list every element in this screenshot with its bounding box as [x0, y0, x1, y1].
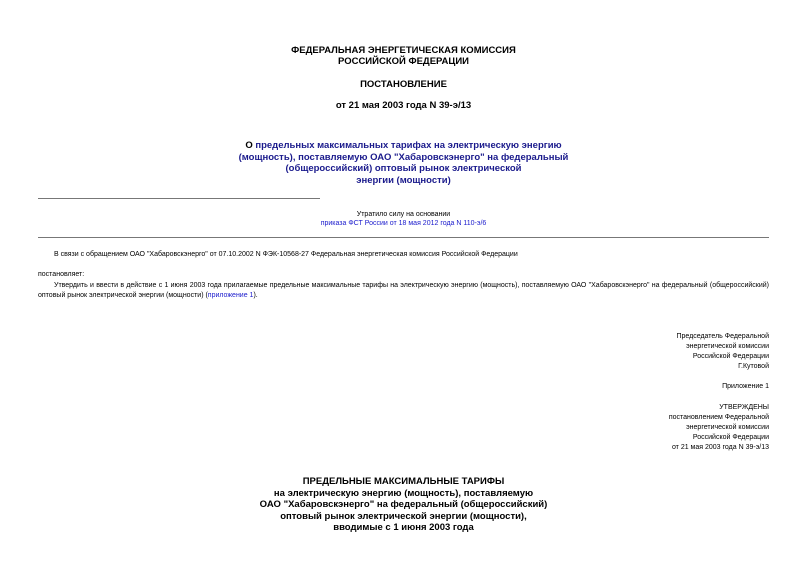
tariffs-title-line4: оптовый рынок электрической энергии (мощности),	[280, 510, 527, 522]
appendix-line4: от 21 мая 2003 года N 39-э/13	[671, 444, 769, 451]
header-line1: ФЕДЕРАЛЬНАЯ ЭНЕРГЕТИЧЕСКАЯ КОМИССИЯ	[291, 45, 516, 56]
main-tail: ).	[253, 292, 258, 299]
appendix-label: Приложение 1	[722, 383, 769, 390]
appendix-line2: энергетической комиссии	[686, 424, 769, 431]
doc-title-line1	[0, 140, 807, 152]
tariffs-title-line1: ПРЕДЕЛЬНЫЕ МАКСИМАЛЬНЫЕ ТАРИФЫ	[302, 476, 505, 487]
doc-title-line2[interactable]: (мощность), поставляемую ОАО "Хабаровскэнерго" на федеральный	[238, 151, 569, 163]
appendix-link[interactable]: приложение 1	[207, 292, 254, 299]
doc-title-line4[interactable]: энергии (мощности)	[356, 174, 451, 186]
decrees-paragraph: постановляет:	[38, 271, 85, 278]
top-divider	[38, 198, 320, 199]
header-block	[0, 45, 807, 67]
signature-line3: Российской Федерации	[692, 353, 769, 360]
doc-type: ПОСТАНОВЛЕНИЕ	[360, 79, 447, 90]
appendix-approval-block	[609, 403, 769, 453]
appendix-line1: постановлением Федеральной	[668, 414, 769, 421]
signature-block	[609, 332, 769, 372]
main-paragraph	[38, 281, 769, 301]
doc-date: от 21 мая 2003 года N 39-э/13	[335, 100, 472, 111]
header-line2: РОССИЙСКОЙ ФЕДЕРАЦИИ	[337, 56, 469, 67]
doc-title[interactable]	[0, 140, 807, 186]
main-text: Утвердить и ввести в действие с 1 июня 2003 года прилагаемые предельные максимальные тарифы на электрическую энергию (мощность), поставляемую ОАО "Хабаровскэнерго" на федеральный (общероссийский) оптовый рынок электрической энергии (мощности) (	[38, 282, 769, 299]
tariffs-title-line5: вводимые с 1 июня 2003 года	[333, 522, 474, 533]
tariffs-title-block	[0, 476, 807, 534]
signature-line4: Г.Кутовой	[738, 363, 769, 370]
appendix-line3: Российской Федерации	[692, 434, 769, 441]
tariffs-title-line2: на электрическую энергию (мощность), поставляемую	[273, 487, 534, 499]
status-block	[0, 210, 807, 228]
status-link[interactable]: приказа ФСТ России от 18 мая 2012 года N 110-э/6	[320, 220, 487, 227]
doc-title-line3[interactable]: (общероссийский) оптовый рынок электрической	[285, 163, 522, 174]
doc-title-prefix: О	[245, 140, 256, 151]
intro-paragraph: В связи с обращением ОАО "Хабаровскэнерго" от 07.10.2002 N ФЭК-10568-27 Федеральная энергетическая комиссия Российской Федерации	[54, 251, 518, 258]
tariffs-title-line3: ОАО "Хабаровскэнерго" на федеральный (общероссийский)	[259, 499, 548, 510]
doc-title-line1-text[interactable]: предельных максимальных тарифах на электрическую энергию	[255, 140, 562, 151]
signature-line1: Председатель Федеральной	[676, 333, 769, 340]
signature-line2: энергетической комиссии	[686, 343, 769, 350]
status-divider	[38, 237, 769, 238]
appendix-approved: УТВЕРЖДЕНЫ	[719, 404, 769, 411]
status-text: Утратило силу на основании	[356, 211, 451, 218]
